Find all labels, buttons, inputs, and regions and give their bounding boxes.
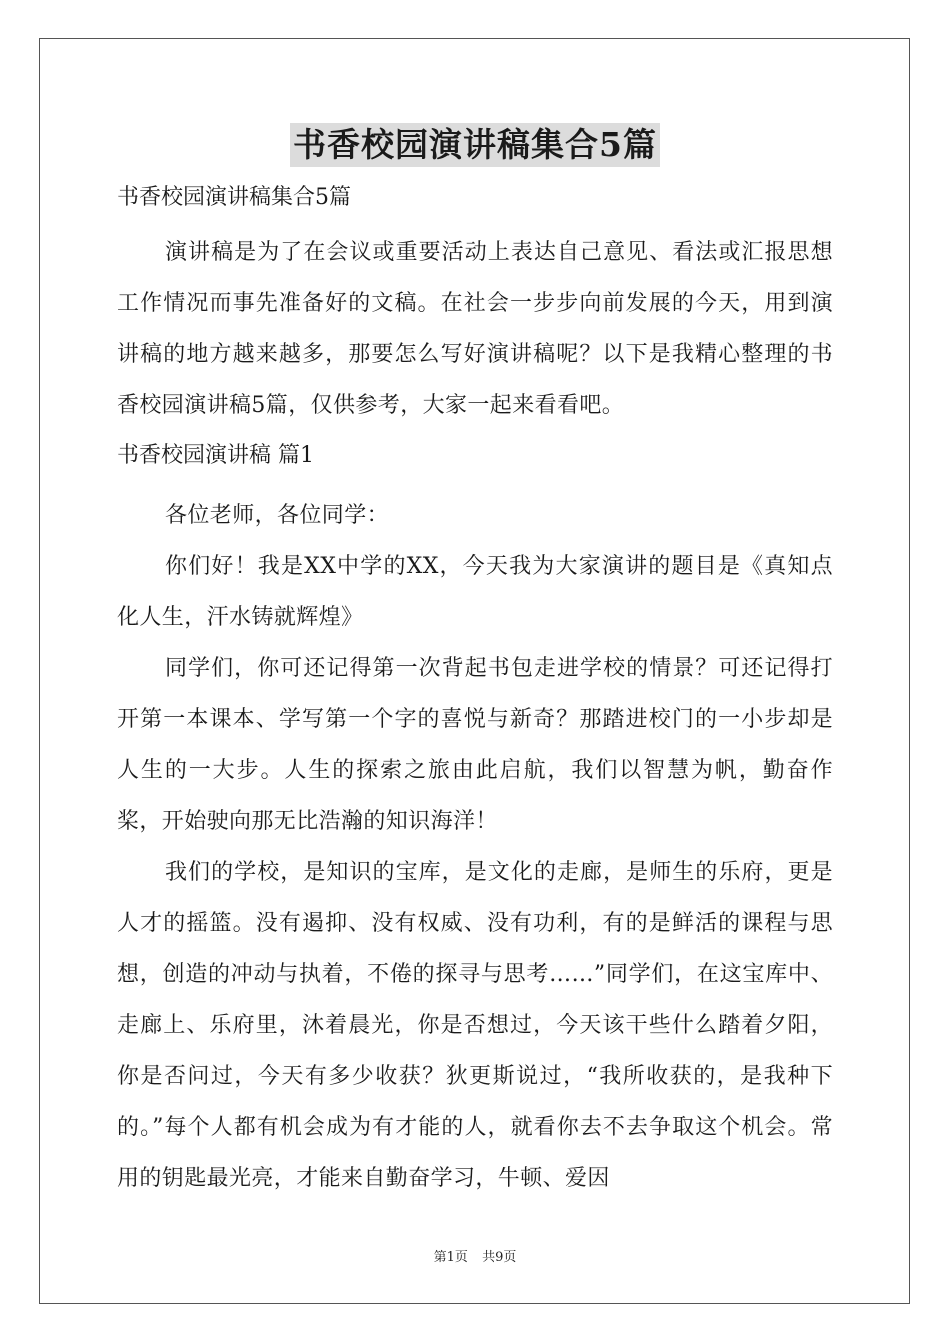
page-total: 共9页: [482, 1250, 517, 1265]
greeting-paragraph: 你们好！我是XX中学的XX，今天我为大家演讲的题目是《真知点化人生，汗水铸就辉煌》: [117, 554, 833, 630]
document-subtitle: 书香校园演讲稿集合5篇: [117, 185, 351, 210]
body-paragraph: 同学们，你可还记得第一次背起书包走进学校的情景？可还记得打开第一本课本、学写第一个字的喜悦与新奇？那踏进校门的一小步却是人生的一大步。人生的探索之旅由此启航，我们以智慧为帆，勤奋作桨，开始驶向那无比浩瀚的知识海洋！: [117, 656, 833, 834]
intro-paragraph: 演讲稿是为了在会议或重要活动上表达自己意见、看法或汇报思想工作情况而事先准备好的文稿。在社会一步步向前发展的今天，用到演讲稿的地方越来越多，那要怎么写好演讲稿呢？以下是我精心整理的书香校园演讲稿5篇，仅供参考，大家一起来看看吧。: [117, 240, 833, 418]
section-heading: 书香校园演讲稿 篇1: [117, 443, 314, 468]
page-footer: [0, 1246, 950, 1265]
salutation-paragraph: 各位老师，各位同学：: [165, 503, 390, 528]
body-paragraph: 我们的学校，是知识的宝库，是文化的走廊，是师生的乐府，更是人才的摇篮。没有遏抑、没有权威、没有功利，有的是鲜活的课程与思想，创造的冲动与执着，不倦的探寻与思考……”同学们，在这宝库中、走廊上、乐府里，沐着晨光，你是否想过，今天该干些什么踏着夕阳，你是否问过，今天有多少收获？狄更斯说过，“我所收获的，是我种下的。”每个人都有机会成为有才能的人，就看你去不去争取这个机会。常用的钥匙最光亮，才能来自勤奋学习，牛顿、爱因: [117, 860, 833, 1191]
title-container: [0, 123, 950, 167]
document-title: 书香校园演讲稿集合5篇: [290, 123, 660, 167]
page-number: 第1页: [433, 1250, 468, 1265]
document-body: [117, 176, 833, 1204]
